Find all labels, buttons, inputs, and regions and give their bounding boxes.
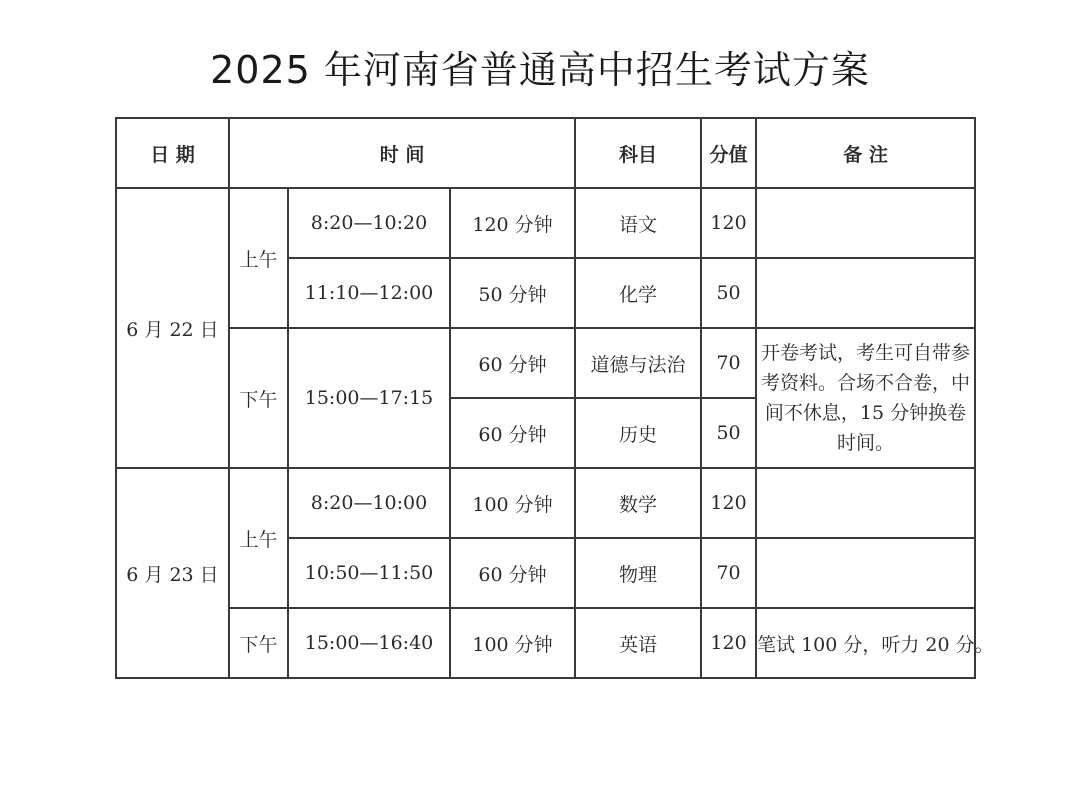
duration-cell: 60 分钟	[450, 398, 575, 468]
note-cell	[756, 258, 975, 328]
time-cell: 8:20—10:00	[288, 468, 450, 538]
duration-cell: 60 分钟	[450, 328, 575, 398]
score-cell: 70	[701, 328, 756, 398]
duration-cell: 100 分钟	[450, 608, 575, 678]
time-cell: 8:20—10:20	[288, 188, 450, 258]
score-cell: 50	[701, 258, 756, 328]
duration-cell: 120 分钟	[450, 188, 575, 258]
date-cell: 6 月 23 日	[116, 468, 229, 678]
header-date: 日 期	[116, 118, 229, 188]
subject-cell: 物理	[575, 538, 701, 608]
table-row	[116, 328, 975, 398]
note-cell	[756, 188, 975, 258]
duration-cell: 60 分钟	[450, 538, 575, 608]
time-cell: 15:00—16:40	[288, 608, 450, 678]
subject-cell: 数学	[575, 468, 701, 538]
note-cell: 开卷考试，考生可自带参考资料。合场不合卷，中间不休息，15 分钟换卷时间。	[756, 328, 975, 468]
duration-cell: 50 分钟	[450, 258, 575, 328]
score-cell: 70	[701, 538, 756, 608]
exam-schedule-table	[115, 117, 994, 679]
page-title: 2025 年河南省普通高中招生考试方案	[210, 48, 870, 92]
header-subject: 科目	[575, 118, 701, 188]
time-cell: 15:00—17:15	[288, 328, 450, 468]
period-cell: 下午	[229, 608, 288, 678]
note-cell: 笔试 100 分，听力 20 分。	[756, 608, 975, 678]
subject-cell: 道德与法治	[575, 328, 701, 398]
time-cell: 11:10—12:00	[288, 258, 450, 328]
subject-cell: 历史	[575, 398, 701, 468]
note-cell	[756, 468, 975, 538]
score-cell: 120	[701, 468, 756, 538]
table-row	[116, 608, 975, 678]
subject-cell: 英语	[575, 608, 701, 678]
duration-cell: 100 分钟	[450, 468, 575, 538]
header-note: 备 注	[756, 118, 975, 188]
subject-cell: 化学	[575, 258, 701, 328]
period-cell: 上午	[229, 468, 288, 608]
note-cell	[756, 538, 975, 608]
date-cell: 6 月 22 日	[116, 188, 229, 468]
table-row	[116, 468, 975, 538]
period-cell: 下午	[229, 328, 288, 468]
header-score: 分值	[701, 118, 756, 188]
subject-cell: 语文	[575, 188, 701, 258]
header-row	[116, 118, 975, 188]
table-row	[116, 188, 975, 258]
time-cell: 10:50—11:50	[288, 538, 450, 608]
score-cell: 50	[701, 398, 756, 468]
score-cell: 120	[701, 608, 756, 678]
period-cell: 上午	[229, 188, 288, 328]
header-time: 时 间	[229, 118, 575, 188]
score-cell: 120	[701, 188, 756, 258]
